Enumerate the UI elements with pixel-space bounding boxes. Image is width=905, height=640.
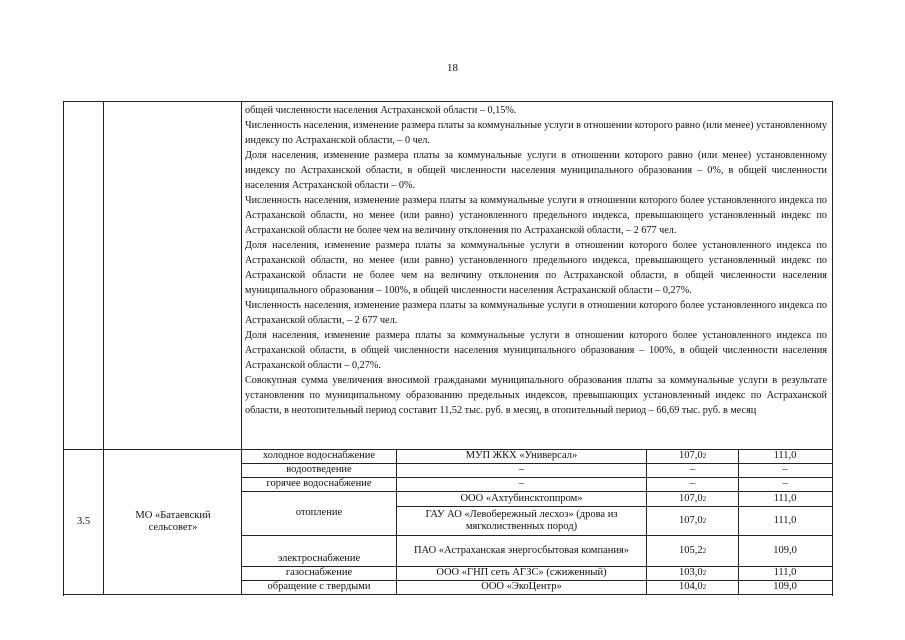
service-electricity: электроснабжение <box>277 553 361 564</box>
index-value: – <box>689 478 696 489</box>
index-value: 107,0 2 <box>678 493 707 504</box>
index-value-text: 104,0 <box>678 581 703 592</box>
limit-value: 109,0 <box>773 545 797 556</box>
provider-heating-1: ООО «Ахтубинсктоппром» <box>460 493 583 504</box>
limit-value: 109,0 <box>773 581 797 592</box>
limit-value: – <box>782 478 788 489</box>
provider-electricity: ПАО «Астраханская энергосбытовая компания» <box>413 545 630 556</box>
row-number: 3.5 <box>76 516 91 527</box>
municipality-name: МО «Батаевский сельсовет» <box>135 510 211 533</box>
provider-drainage: – <box>518 464 525 475</box>
paragraph: Доля населения, изменение размера платы за коммунальные услуги в отношении которого равно (или менее) установленному индексу по Астраханской области, в общей численности населения муниципального образования – 0%, в общей численности населения Астраханской области – 0%. <box>245 150 827 191</box>
index-value-text: 107,0 <box>678 450 703 461</box>
limit-value: 111,0 <box>773 567 797 578</box>
index-value: 107,0 2 <box>678 450 707 461</box>
provider-waste: ООО «ЭкоЦентр» <box>481 581 562 592</box>
limit-value: – <box>782 464 788 475</box>
paragraph: Совокупная сумма увеличения вносимой гражданами муниципального образования платы за коммунальные услуги в результате установления по муниципальному образованию предельных индексов, превышающих установленный индекс по Астраханской области, в неотопительный период составит 11,52 тыс. руб. в месяц, в отопительный период – 66,69 тыс. руб. в месяц <box>245 375 827 416</box>
paragraph: общей численности населения Астраханской области – 0,15%. <box>245 105 517 116</box>
index-value: 103,0 2 <box>678 567 707 578</box>
service-cold-water: холодное водоснабжение <box>262 450 376 461</box>
index-value-text: 103,0 <box>678 567 703 578</box>
paragraph: Доля населения, изменение размера платы за коммунальные услуги в отношении которого более установленного индекса по Астраханской области, но менее (или равно) установленного предельного индекса, превышающего установленный индекс по Астраханской области не более чем на величину отклонения по Астраханской области, в общей численности населения муниципального образования – 100%, в общей численности населения Астраханской области – 0,27%. <box>245 240 827 296</box>
service-hot-water: горячее водоснабжение <box>266 478 372 489</box>
grid-line <box>103 101 104 595</box>
summary-text <box>245 103 827 418</box>
service-drainage: водоотведение <box>286 464 352 475</box>
provider-cold-water: МУП ЖКХ «Универсал» <box>465 450 578 461</box>
paragraph: Численность населения, изменение размера платы за коммунальные услуги в отношении которого более установленного индекса по Астраханской области, но менее (или равно) установленного предельного индекса, превышающего установленный индекс по Астраханской области не более чем на величину отклонения по Астраханской области, – 2 677 чел. <box>245 195 827 236</box>
provider-hot-water: – <box>518 478 525 489</box>
paragraph: Численность населения, изменение размера платы за коммунальные услуги в отношении которого более установленного индекса по Астраханской области, – 2 677 чел. <box>245 300 827 326</box>
limit-value: 111,0 <box>773 493 797 504</box>
provider-heating-2: ГАУ АО «Левобережный лесхоз» (дрова из мягколиственных пород) <box>425 509 618 532</box>
index-value: – <box>689 464 696 475</box>
limit-value: 111,0 <box>773 515 797 526</box>
service-waste: обращение с твердыми <box>267 581 371 592</box>
index-value: 105,2 2 <box>678 545 707 556</box>
index-value-text: 107,0 <box>678 515 703 526</box>
index-value: 107,0 2 <box>678 515 707 526</box>
paragraph: Доля населения, изменение размера платы за коммунальные услуги в отношении которого более установленного индекса по Астраханской области, в общей численности населения муниципального образования – 100%, в общей численности населения Астраханской области – 0,27%. <box>245 330 827 371</box>
index-value: 104,0 2 <box>678 581 707 592</box>
service-heating: отопление <box>295 507 343 518</box>
limit-value: 111,0 <box>773 450 797 461</box>
service-gas: газоснабжение <box>285 567 353 578</box>
provider-gas: ООО «ГНП сеть АГЗС» (сжиженный) <box>436 567 607 578</box>
index-value-text: 107,0 <box>678 493 703 504</box>
grid-line <box>63 594 832 595</box>
page-number: 18 <box>447 62 458 74</box>
index-value-text: 105,2 <box>678 545 703 556</box>
paragraph: Численность населения, изменение размера платы за коммунальные услуги в отношении которого равно (или менее) установленному индексу по Астраханской области, – 0 чел. <box>245 120 827 146</box>
